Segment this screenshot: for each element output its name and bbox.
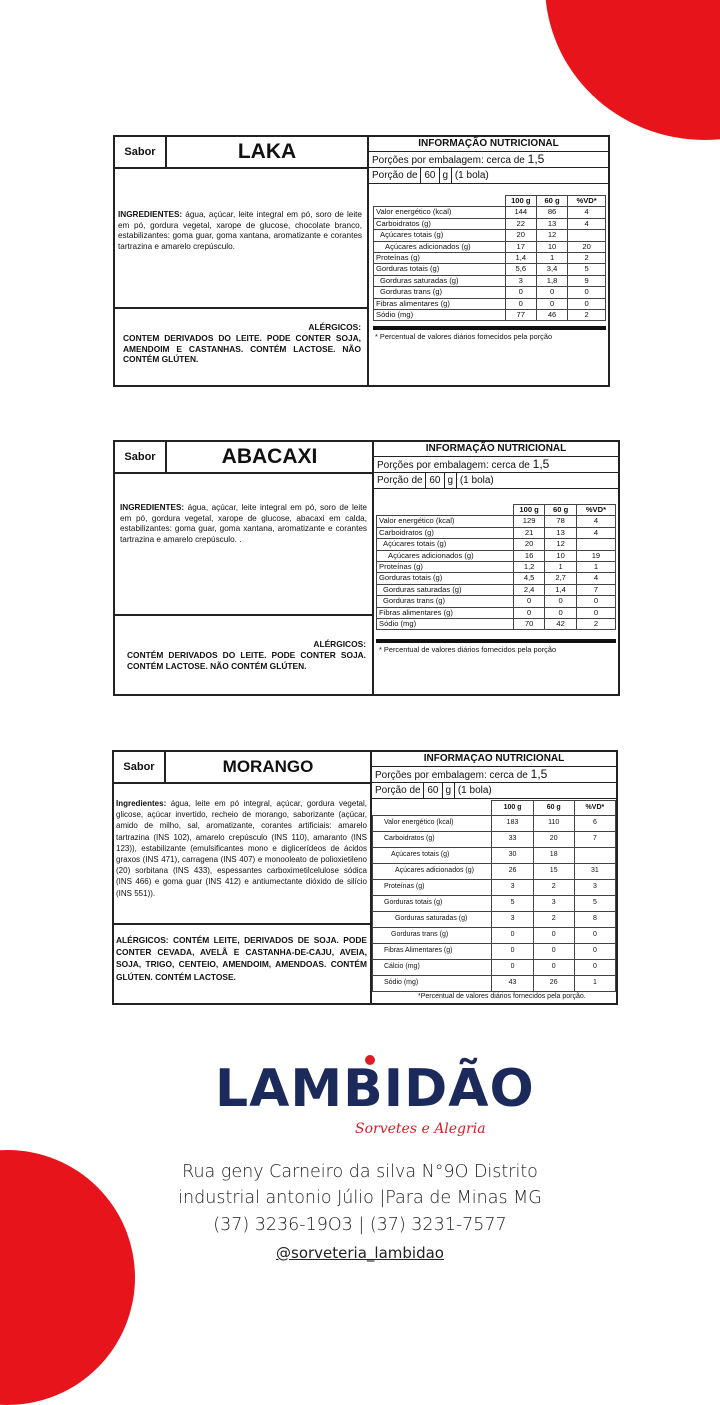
table-bottom-rule (373, 326, 606, 330)
table-row: Valor energético (kcal) 144 86 4 (374, 207, 606, 218)
table-row: Fibras alimentares (g) 0 0 0 (377, 607, 616, 618)
table-row: Açúcares totais (g) 20 12 (374, 230, 606, 241)
col-header-vd: %VD* (576, 505, 615, 516)
portion-label: Porção de (377, 475, 423, 486)
table-row: Açúcares totais (g) 20 12 (377, 539, 616, 550)
portion-size-line (374, 473, 618, 489)
table-row: Carboidratos (g) 21 13 4 (377, 527, 616, 538)
label-card-morango (112, 750, 618, 1005)
portions-value: 1,5 (530, 767, 548, 781)
instagram-handle-link[interactable]: @sorveteria_lambidao (276, 1244, 444, 1262)
table-header-row (373, 801, 616, 816)
portions-text: Porções por embalagem: cerca de (372, 155, 525, 166)
decorative-red-circle-top (545, 0, 720, 140)
allergens-box (115, 614, 372, 694)
table-row: Gorduras trans (g) 0 0 0 (373, 928, 616, 944)
brand-logo (215, 1055, 535, 1145)
nutrition-table (372, 800, 616, 992)
flavor-name: MORANGO (222, 757, 314, 776)
portion-unit: g (443, 783, 456, 798)
nutrition-title: INFORMAÇÃO NUTRICIONAL (374, 442, 618, 457)
portions-value: 1,5 (527, 152, 545, 166)
address-line-1: Rua geny Carneiro da silva N°9O Distrito (182, 1162, 538, 1182)
col-header-100g: 100 g (513, 505, 545, 516)
sabor-row (114, 752, 370, 784)
allergens-text: ALÉRGICOS: CONTÉM LEITE, DERIVADOS DE SOJA. PODE CONTER CEVADA, AVELÃ E CASTANHA-DE-CAJU, AVEIA, SOJA, TRIGO, CENTEIO, AMENDOIM, AMENDOAS. CONTÉM GLÚTEN. CONTÉM LACTOSE. (116, 935, 367, 982)
table-row: Sódio (mg) 77 46 2 (374, 310, 606, 321)
col-header-60g: 60 g (533, 801, 574, 816)
table-row: Gorduras totais (g) 5,6 3,4 5 (374, 264, 606, 275)
col-header-60g: 60 g (536, 196, 567, 207)
label-card-abacaxi (113, 440, 620, 696)
table-row: Açúcares adicionados (g) 26 15 31 (373, 864, 616, 880)
flavor-name: LAKA (237, 140, 297, 163)
col-header-60g: 60 g (545, 505, 577, 516)
footnote: * Percentual de valores diários fornecidos pela porção (375, 332, 553, 341)
nutrition-table (376, 504, 616, 630)
table-header-row (377, 505, 616, 516)
phone-numbers: (37) 3236-19O3 | (37) 3231-7577 (213, 1215, 507, 1235)
ingredients-label: INGREDIENTES: (120, 503, 185, 512)
allergens-box (114, 923, 370, 1003)
table-row: Gorduras totais (g) 4,5 2,7 4 (377, 573, 616, 584)
product-info-panel (115, 442, 374, 694)
nutrition-panel (374, 442, 618, 694)
sabor-label: Sabor (115, 137, 167, 167)
portion-desc: (1 bola) (457, 785, 492, 796)
table-row: Açúcares adicionados (g) 17 10 20 (374, 241, 606, 252)
nutrition-title: INFORMAÇAO NUTRICIONAL (372, 752, 616, 767)
ingredients-label: INGREDIENTES: (118, 210, 183, 219)
portions-line (372, 767, 616, 783)
portions-text: Porções por embalagem: cerca de (375, 770, 528, 781)
sabor-row (115, 137, 367, 169)
ingredients-value: água, leite em pó integral, açúcar, gordura vegetal, glicose, açúcar invertido, recheio de morango, saborizante (açúcar, amido de milho, sal, aromatizante, corantes artificiais: amarelo tartrazina (INS 102), amarelo crepúsculo (INS 110), amaranto (INS 123)), estabilizante (emulsificantes mono e diglicerídeos de ácidos graxos (INS 471), carragena (INS 407) e monooleato de polioxietileno (20) sorbitana (INS 433), espessantes carboximetilcelulose sódica (INS 466) e goma guar (INS 412) e antiumectante dióxido de silício (INS 551)). (116, 799, 367, 898)
table-row: Proteínas (g) 1,2 1 1 (377, 562, 616, 573)
allergens-text: CONTÉM DERIVADOS DO LEITE. PODE CONTER SOJA. CONTÉM LACTOSE. NÃO CONTÉM GLÚTEN. (127, 650, 366, 671)
portions-text: Porções por embalagem: cerca de (377, 460, 530, 471)
sabor-label: Sabor (114, 752, 166, 782)
ingredients-value: água, açúcar, leite integral em pó, soro de leite em pó, gordura vegetal, xarope de glucose, abacaxi em calda, estabilizantes: goma guar, goma xantana, aromatizante e corantes tartrazina e amarelo crepúsculo. . (120, 503, 367, 544)
table-row: Carboidratos (g) 33 20 7 (373, 832, 616, 848)
col-header-vd: %VD* (574, 801, 615, 816)
table-row: Proteínas (g) 1,4 1 2 (374, 253, 606, 264)
table-row: Proteínas (g) 3 2 3 (373, 880, 616, 896)
table-row: Carboidratos (g) 22 13 4 (374, 218, 606, 229)
col-header-100g: 100 g (492, 801, 533, 816)
table-row: Açúcares totais (g) 30 18 (373, 848, 616, 864)
nutrition-panel (372, 752, 616, 1003)
table-row: Fibras Alimentares (g) 0 0 0 (373, 944, 616, 960)
allergens-title: ALÉRGICOS: (313, 639, 366, 649)
col-header-100g: 100 g (505, 196, 536, 207)
flavor-name: ABACAXI (221, 445, 318, 468)
portions-line (369, 152, 608, 168)
portion-desc: (1 bola) (454, 170, 489, 181)
brand-name: LAMBIDÃO (215, 1059, 535, 1119)
address-line-2: industrial antonio Júlio |Para de Minas MG (178, 1188, 542, 1208)
portion-unit: g (440, 168, 453, 183)
table-row: Gorduras saturadas (g) 3 2 8 (373, 912, 616, 928)
ingredients-text (118, 210, 362, 253)
table-row: Sódio (mg) 43 26 1 (373, 976, 616, 992)
sabor-label: Sabor (115, 442, 167, 472)
portions-value: 1,5 (532, 457, 550, 471)
portion-unit: g (445, 473, 458, 488)
table-row: Gorduras totais (g) 5 3 5 (373, 896, 616, 912)
table-bottom-rule (376, 639, 616, 643)
table-row: Gorduras trans (g) 0 0 0 (377, 596, 616, 607)
table-row: Valor energético (kcal) 129 78 4 (377, 516, 616, 527)
ingredients-text (120, 503, 367, 546)
ingredients-label: Ingredientes: (116, 799, 167, 808)
portion-qty: 60 (420, 168, 439, 183)
portion-qty: 60 (423, 783, 442, 798)
table-row: Gorduras saturadas (g) 3 1,8 9 (374, 275, 606, 286)
footnote: * Percentual de valores diários fornecidos pela porção (379, 645, 557, 654)
portion-label: Porção de (372, 170, 418, 181)
table-row: Valor energético (kcal) 183 110 6 (373, 816, 616, 832)
table-row: Sódio (mg) 70 42 2 (377, 619, 616, 630)
table-row: Fibras alimentares (g) 0 0 0 (374, 298, 606, 309)
ingredients-text (116, 798, 367, 899)
portion-desc: (1 bola) (459, 475, 494, 486)
allergens-text: CONTEM DERIVADOS DO LEITE. PODE CONTER SOJA, AMENDOIM E CASTANHAS. CONTÉM LACTOSE. NÃO CONTÉM GLÚTEN. (123, 333, 361, 364)
footnote: *Percentual de valores diários fornecidos pela porção. (418, 993, 586, 1000)
product-info-panel (114, 752, 372, 1003)
portion-size-line (369, 168, 608, 184)
portion-qty: 60 (425, 473, 444, 488)
nutrition-panel (369, 137, 608, 385)
nutrition-table (373, 195, 606, 321)
brand-tagline: Sorvetes e Alegria (355, 1121, 486, 1137)
table-row: Açúcares adicionados (g) 16 10 19 (377, 550, 616, 561)
portions-line (374, 457, 618, 473)
table-row: Gorduras saturadas (g) 2,4 1,4 7 (377, 584, 616, 595)
table-row: Cálcio (mg) 0 0 0 (373, 960, 616, 976)
sabor-row (115, 442, 372, 474)
ingredients-value: água, açúcar, leite integral em pó, soro de leite em pó, gordura vegetal, xarope de glucose, chocolate branco, estabilizantes: goma guar, goma xantana, aromatizante e corantes tartrazina e amarelo crepúsculo. (118, 210, 362, 251)
nutrition-title: INFORMAÇÃO NUTRICIONAL (369, 137, 608, 152)
portion-label: Porção de (375, 785, 421, 796)
col-header-vd: %VD* (568, 196, 606, 207)
table-header-row (374, 196, 606, 207)
portion-size-line (372, 783, 616, 799)
label-card-laka (113, 135, 610, 387)
allergens-box (115, 307, 367, 385)
table-row: Gorduras trans (g) 0 0 0 (374, 287, 606, 298)
allergens-title: ALÉRGICOS: (308, 322, 361, 332)
product-info-panel (115, 137, 369, 385)
